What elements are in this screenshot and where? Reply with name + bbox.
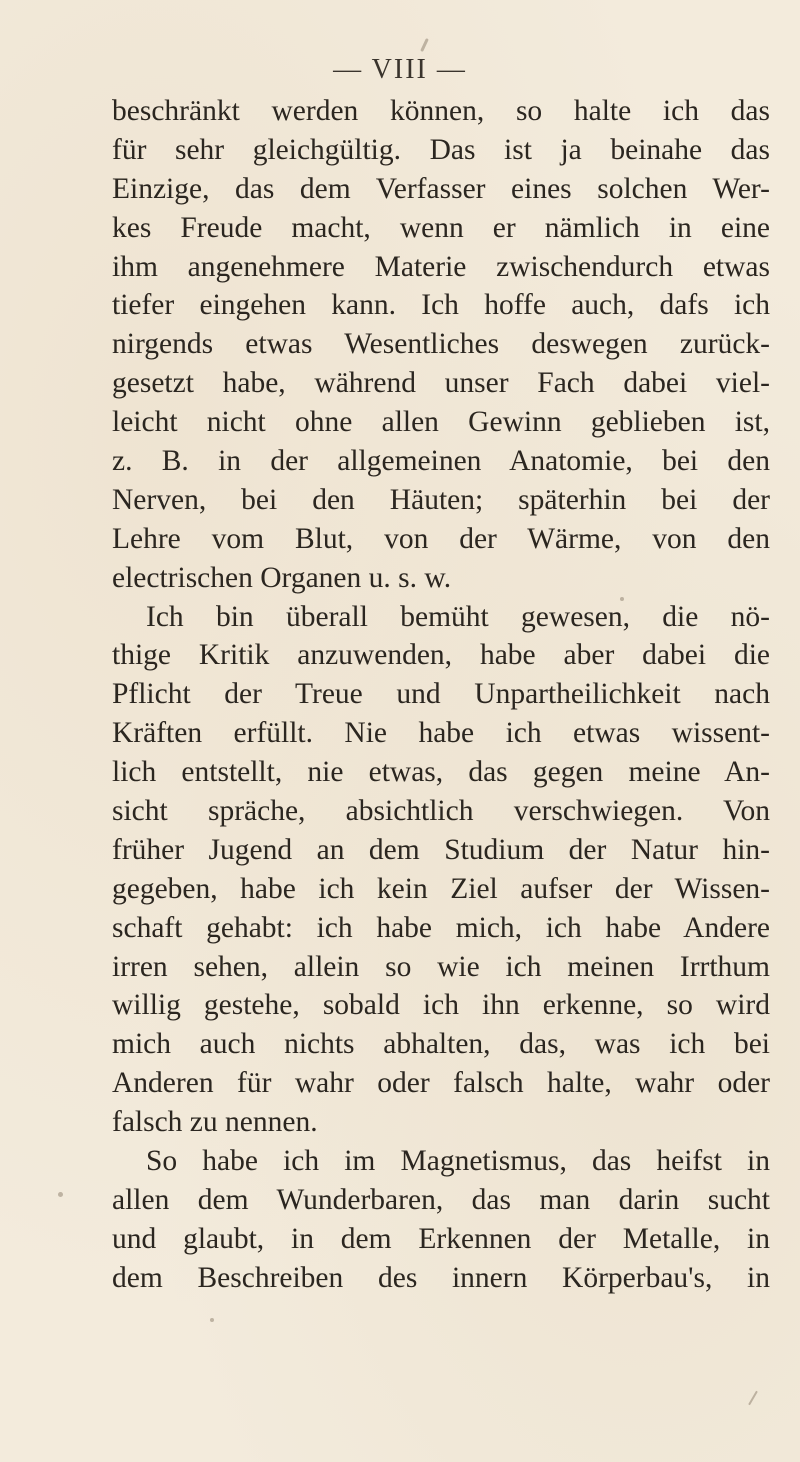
text-line: sicht spräche, absichtlich verschwiegen. Von xyxy=(112,795,770,828)
text-line: früher Jugend an dem Studium der Natur hin- xyxy=(112,833,770,866)
body-text xyxy=(112,92,770,1298)
paper-speck xyxy=(58,1192,63,1197)
text-line: dem Beschreiben des innern Körperbau's, in xyxy=(112,1261,770,1294)
text-line: beschränkt werden können, so halte ich das xyxy=(112,95,770,127)
paper-speck xyxy=(620,597,624,601)
text-line: ihm angenehmere Materie zwischendurch etwas xyxy=(112,250,770,283)
text-line: Anderen für wahr oder falsch halte, wahr oder xyxy=(112,1067,770,1100)
text-line: Lehre vom Blut, von der Wärme, von den xyxy=(112,522,770,555)
paper-speck xyxy=(748,1391,758,1406)
text-line: Nerven, bei den Häuten; späterhin bei der xyxy=(112,483,770,516)
paper-speck xyxy=(420,38,429,52)
text-line: und glaubt, in dem Erkennen der Metalle, in xyxy=(112,1222,770,1255)
text-line: gesetzt habe, während unser Fach dabei viel- xyxy=(112,367,770,400)
text-line: Ich bin überall bemüht gewesen, die nö- xyxy=(146,600,770,633)
text-line: tiefer eingehen kann. Ich hoffe auch, dafs ich xyxy=(112,289,770,322)
text-line: Pflicht der Treue und Unpartheilichkeit nach xyxy=(112,678,770,711)
text-line: allen dem Wunderbaren, das man darin sucht xyxy=(112,1183,770,1216)
text-line: für sehr gleichgültig. Das ist ja beinahe das xyxy=(112,133,770,166)
text-line: So habe ich im Magnetismus, das heifst in xyxy=(146,1145,770,1178)
text-line: kes Freude macht, wenn er nämlich in eine xyxy=(112,211,770,244)
text-line: mich auch nichts abhalten, das, was ich bei xyxy=(112,1028,770,1061)
text-line: leicht nicht ohne allen Gewinn geblieben ist, xyxy=(112,406,770,439)
page-header: — VIII — xyxy=(333,54,467,85)
text-line: z. B. in der allgemeinen Anatomie, bei den xyxy=(112,445,770,478)
text-line: falsch zu nennen. xyxy=(112,1106,318,1139)
text-line: gegeben, habe ich kein Ziel aufser der Wissen- xyxy=(112,872,770,905)
text-line: Kräften erfüllt. Nie habe ich etwas wissent- xyxy=(112,717,770,750)
text-line: Einzige, das dem Verfasser eines solchen Wer- xyxy=(112,172,770,205)
text-line: nirgends etwas Wesentliches deswegen zurück- xyxy=(112,328,770,361)
text-line: electrischen Organen u. s. w. xyxy=(112,561,452,594)
text-line: thige Kritik anzuwenden, habe aber dabei die xyxy=(112,639,770,672)
text-line: schaft gehabt: ich habe mich, ich habe Andere xyxy=(112,911,770,944)
text-line: willig gestehe, sobald ich ihn erkenne, so wird xyxy=(112,989,770,1022)
text-line: irren sehen, allein so wie ich meinen Irrthum xyxy=(112,950,770,983)
paper-speck xyxy=(210,1318,214,1322)
text-line: lich entstellt, nie etwas, das gegen meine An- xyxy=(112,756,770,789)
